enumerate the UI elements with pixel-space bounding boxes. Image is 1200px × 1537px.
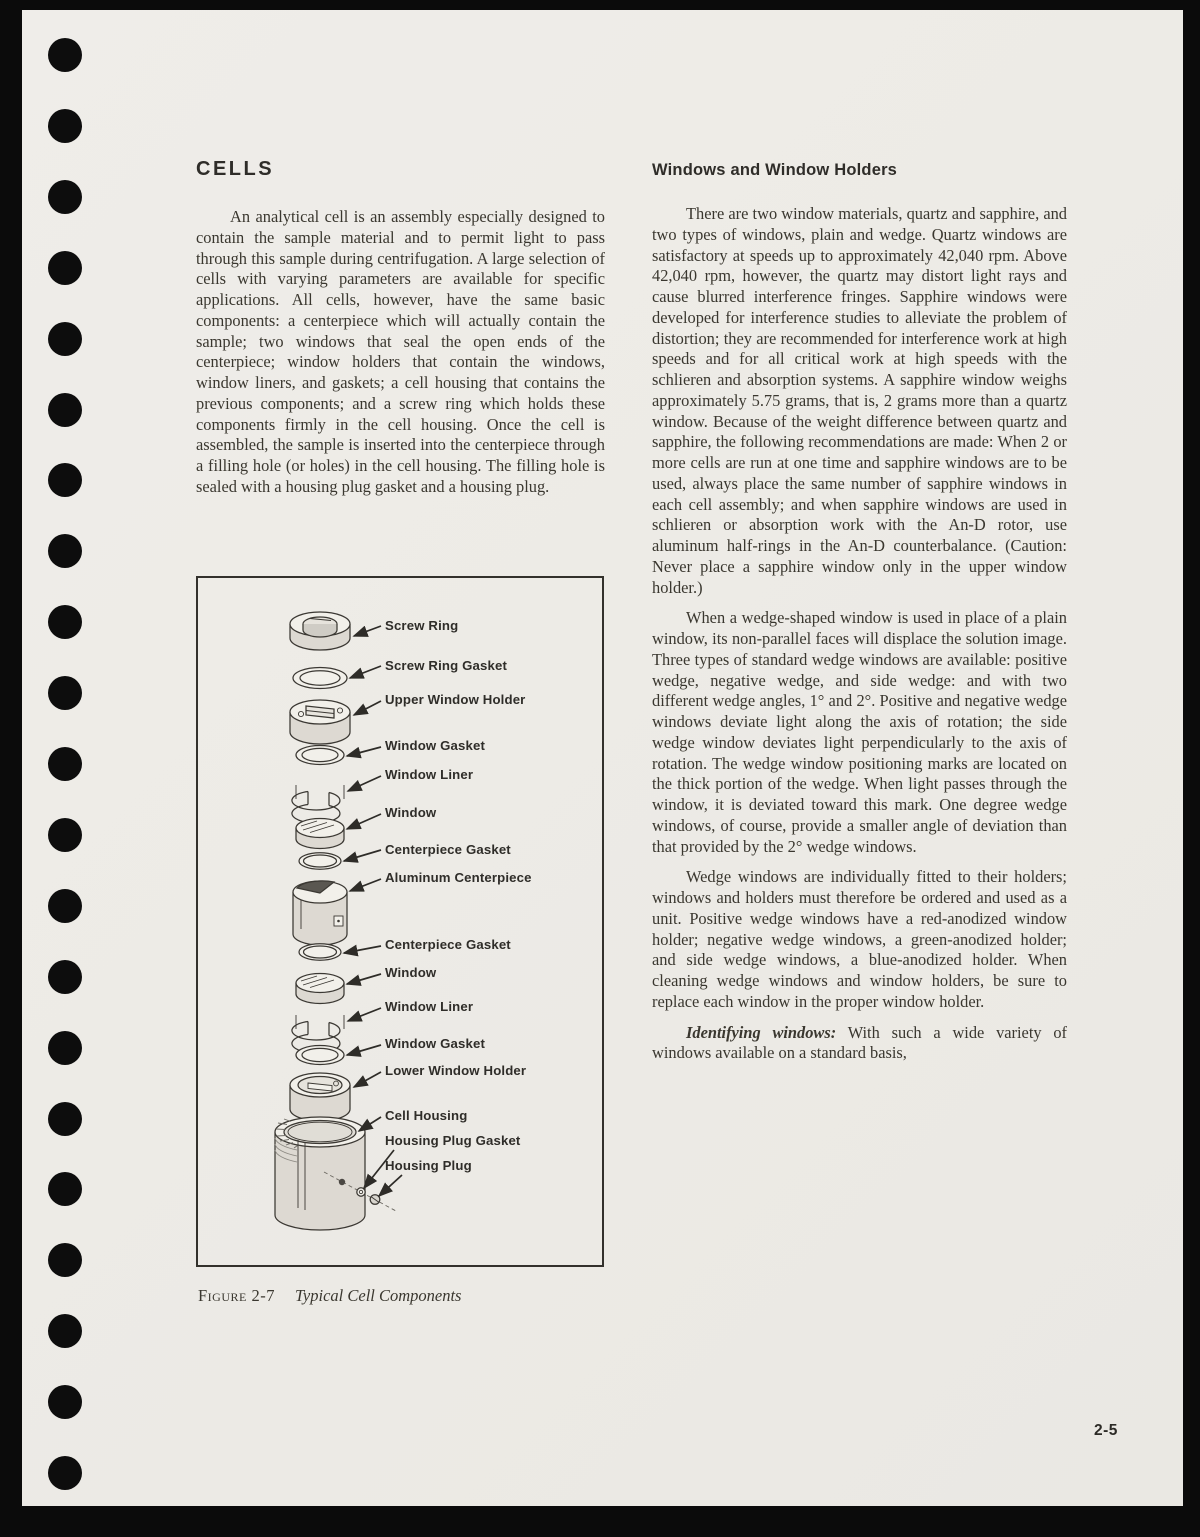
figure-label-screw-ring: Screw Ring <box>385 618 459 633</box>
figure-label-window-liner-lower: Window Liner <box>385 999 474 1014</box>
figure-label-cell-housing: Cell Housing <box>385 1108 468 1123</box>
binder-hole <box>48 322 82 356</box>
exploded-cell-diagram <box>198 578 602 1265</box>
part-screw-ring <box>290 612 350 650</box>
identifying-windows-lead: Identifying windows: <box>686 1022 837 1042</box>
figure-caption-text: Typical Cell Components <box>294 1286 462 1305</box>
figure-label-centerpiece-gasket-lower: Centerpiece Gasket <box>385 937 511 952</box>
binder-hole <box>48 1314 82 1348</box>
figure-label-upper-window-holder: Upper Window Holder <box>385 692 526 707</box>
binder-hole <box>48 1385 82 1419</box>
binder-hole <box>48 393 82 427</box>
binder-hole <box>48 605 82 639</box>
figure-label-window-liner-upper: Window Liner <box>385 767 474 782</box>
binder-hole <box>48 747 82 781</box>
binder-hole <box>48 1102 82 1136</box>
figure-caption-number: Figure 2-7 <box>198 1286 275 1305</box>
binder-hole <box>48 251 82 285</box>
part-window-upper <box>296 819 344 849</box>
right-paragraph-2: When a wedge-shaped window is used in place of a plain window, its non-parallel faces will displace the solution image. Three types of standard wedge windows are available: positive wedge, negative wedge, and side wedge: and with two different wedge angles, 1° and 2°. Positive and negative wedge windows deviate light along the axis of rotation; the side wedge window deviates light perpendicularly to the axis of rotation. The wedge window positioning marks are located on the thick portion of the wedge. When light passes through the window, it is deviated toward this mark. One degree wedge windows, of course, provide a smaller angle of deviation than that provided by the 2° wedge windows. <box>652 608 1067 856</box>
figure-caption <box>198 1286 618 1306</box>
part-window-gasket-lower <box>296 1046 344 1065</box>
part-cell-housing <box>275 1117 365 1230</box>
part-window-gasket-upper <box>296 746 344 765</box>
identifying-windows-rest: With such a wide variety of windows available on a standard basis, <box>652 1022 1068 1063</box>
figure-label-window-upper: Window <box>385 805 437 820</box>
figure-label-housing-plug-gasket: Housing Plug Gasket <box>385 1133 521 1148</box>
part-window-liner-upper <box>292 785 344 823</box>
left-column-paragraph: An analytical cell is an assembly especially designed to contain the sample material and to permit light to pass through this sample during centrifugation. A large selection of cells with varying parameters are available for specific applications. All cells, however, have the same basic components: a centerpiece which will actually contain the sample; two windows that seal the open ends of the centerpiece; window holders that contain the windows, window liners, and gaskets; a cell housing that contains the previous components; and a screw ring which holds these components firmly in the cell housing. Once the cell is assembled, the sample is inserted into the centerpiece through a filling hole (or holes) in the cell housing. The filling hole is sealed with a housing plug gasket and a housing plug. <box>196 207 605 496</box>
part-centerpiece-gasket-upper <box>299 853 341 869</box>
binder-hole <box>48 1456 82 1490</box>
right-paragraph-4 <box>652 1023 1067 1065</box>
binder-hole <box>48 180 82 214</box>
part-lower-window-holder <box>290 1073 350 1121</box>
right-paragraph-1: There are two window materials, quartz and sapphire, and two types of windows, plain and wedge. Quartz windows are satisfactory at speeds up to approximately 42,040 rpm. Above 42,040 rpm, however, the quartz may distort light rays and cause blurred interference fringes. Sapphire windows were developed for interference studies to alleviate the problem of distortion; they are recommended for interference work at high speeds and for all critical work at high speeds with the schlieren and absorption systems. A sapphire window weighs approximately 5.75 grams, that is, 2 grams more than a quartz window. Because of the weight difference between quartz and sapphire, the following recommendations are made: When 2 or more cells are run at one time and sapphire windows are to be used, always place the same number of sapphire windows in each cell assembly; and when sapphire windows are used in schlieren or absorption work with the An-D rotor, use aluminum half-rings in the An-D counterbalance. (Caution: Never place a sapphire window only in the upper window holder.) <box>652 204 1067 597</box>
part-centerpiece-gasket-lower <box>299 944 341 960</box>
figure-label-screw-ring-gasket: Screw Ring Gasket <box>385 658 508 673</box>
binder-hole <box>48 109 82 143</box>
figure-label-centerpiece-gasket-upper: Centerpiece Gasket <box>385 842 511 857</box>
figure-label-window-gasket-upper: Window Gasket <box>385 738 486 753</box>
binder-hole <box>48 1243 82 1277</box>
binder-hole <box>48 1172 82 1206</box>
part-aluminum-centerpiece <box>293 881 347 945</box>
part-upper-window-holder <box>290 700 350 744</box>
binder-hole <box>48 463 82 497</box>
left-column <box>196 158 605 508</box>
figure-labels <box>385 618 532 1173</box>
binder-hole <box>48 889 82 923</box>
binder-hole <box>48 38 82 72</box>
binder-hole <box>48 818 82 852</box>
figure-2-7-box <box>196 576 604 1267</box>
figure-label-window-gasket-lower: Window Gasket <box>385 1036 486 1051</box>
binder-hole <box>48 534 82 568</box>
figure-label-housing-plug: Housing Plug <box>385 1158 472 1173</box>
part-window-lower <box>296 974 344 1004</box>
binder-hole <box>48 676 82 710</box>
binder-hole <box>48 960 82 994</box>
binder-holes <box>22 10 112 1506</box>
figure-label-window-lower: Window <box>385 965 437 980</box>
section-heading-cells: CELLS <box>196 158 275 180</box>
part-screw-ring-gasket <box>293 668 347 689</box>
section-heading-windows: Windows and Window Holders <box>652 161 898 179</box>
right-paragraph-3: Wedge windows are individually fitted to their holders; windows and holders must therefore be ordered and used as a unit. Positive wedge windows have a red-anodized window holder; negative wedge windows, a green-anodized holder; and side wedge windows, a blue-anodized holder. When cleaning wedge windows and window holders, be sure to replace each window in the proper window holder. <box>652 867 1067 1011</box>
binder-hole <box>48 1031 82 1065</box>
page-number: 2-5 <box>1094 1422 1118 1439</box>
paper-page <box>22 10 1183 1506</box>
right-column <box>652 158 1067 1074</box>
figure-label-lower-window-holder: Lower Window Holder <box>385 1063 527 1078</box>
figure-label-aluminum-centerpiece: Aluminum Centerpiece <box>385 870 532 885</box>
